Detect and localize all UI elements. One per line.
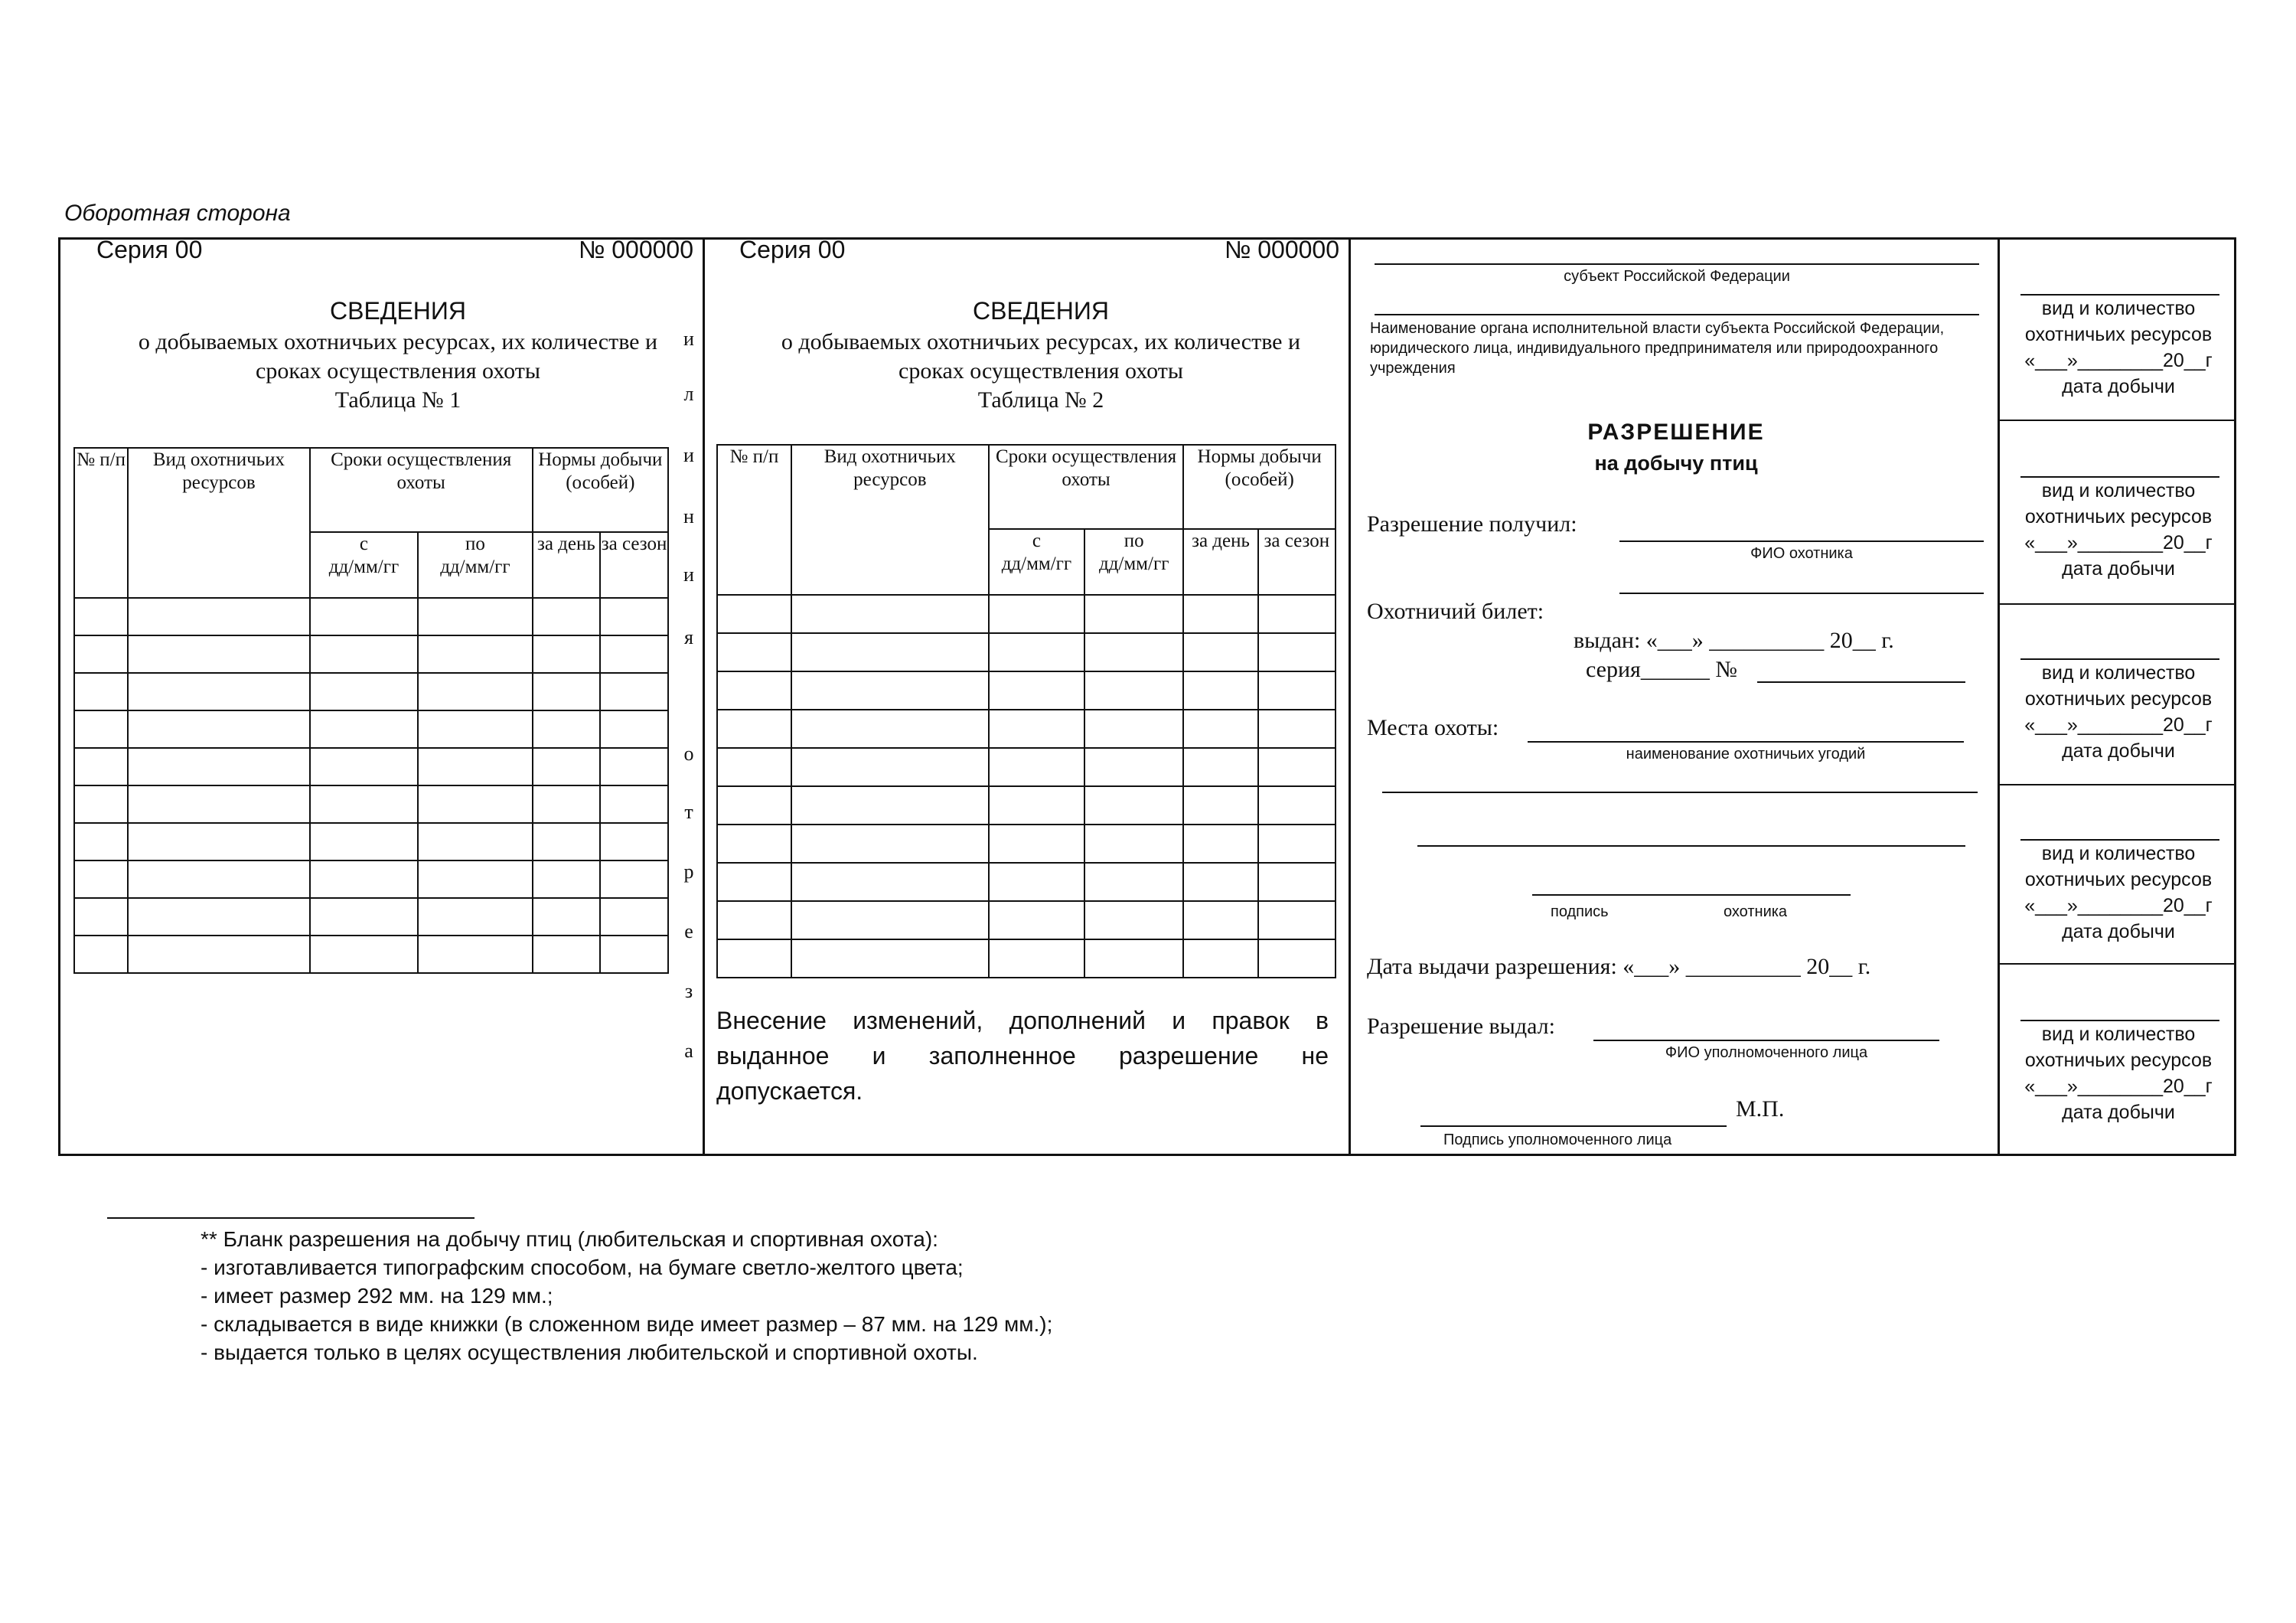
- panel2-note: Внесение изменений, дополнений и правок в выданное и заполненное разрешение не допускается.: [716, 1007, 1329, 1105]
- col-from-header: с дд/мм/гг: [310, 532, 419, 598]
- col-norms-header: Нормы добычи (особей): [533, 448, 668, 532]
- footnote-rule: [107, 1217, 475, 1219]
- col-num-header: № п/п: [717, 445, 791, 595]
- col-from-header: с дд/мм/гг: [989, 529, 1084, 595]
- panel-divider-3: [1998, 237, 2000, 1156]
- stamp-label: М.П.: [1736, 1096, 1785, 1122]
- cut-letter: и: [683, 328, 694, 350]
- org-line[interactable]: [1375, 314, 1979, 315]
- table-row[interactable]: [717, 825, 1336, 863]
- col-norms-header: Нормы добычи (особей): [1183, 445, 1336, 529]
- cut-letter: и: [683, 563, 694, 586]
- table-row[interactable]: [74, 860, 668, 898]
- col-day-header: за день: [1183, 529, 1257, 595]
- col-num-header: № п/п: [74, 448, 128, 598]
- issue-date-field[interactable]: Дата выдачи разрешения: «___» __________ 20__ г.: [1367, 954, 1871, 979]
- footnote-4: - складывается в виде книжки (в сложенном виде имеет размер – 87 мм. на 129 мм.);: [201, 1312, 1053, 1336]
- ticket-series-label: серия______ №: [1586, 657, 1737, 682]
- stub-5: вид и количество охотничьих ресурсов «___»________20__г дата добычи: [2024, 1024, 2213, 1123]
- official-signature-field[interactable]: [1420, 1125, 1727, 1127]
- permit-title: РАЗРЕШЕНИЕ: [1587, 420, 1765, 445]
- cut-letter: и: [683, 444, 694, 466]
- cut-letter: е: [684, 920, 693, 942]
- col-species-header: Вид охотничьих ресурсов: [791, 445, 989, 595]
- table-row[interactable]: [717, 633, 1336, 671]
- stub-divider: [1998, 603, 2236, 605]
- table-row[interactable]: [717, 595, 1336, 633]
- panel1-title: СВЕДЕНИЯ: [329, 297, 467, 325]
- col-period-header: Сроки осуществления охоты: [310, 448, 533, 532]
- cut-letter: л: [683, 383, 694, 405]
- subject-caption: субъект Российской Федерации: [1564, 268, 1790, 285]
- permit-subtitle: на добычу птиц: [1594, 452, 1758, 475]
- col-season-header: за сезон: [1258, 529, 1336, 595]
- stub-4: вид и количество охотничьих ресурсов «___»________20__г дата добычи: [2024, 843, 2213, 942]
- panel2-subtitle-2: сроках осуществления охоты: [899, 358, 1183, 384]
- table-row[interactable]: [717, 901, 1336, 939]
- hunter-name-field[interactable]: [1619, 540, 1984, 542]
- panel2-number: № 000000: [1225, 236, 1339, 263]
- cut-letter: з: [684, 980, 693, 1002]
- places-field-2[interactable]: [1382, 792, 1978, 793]
- table-row[interactable]: [74, 598, 668, 635]
- panel2-table-caption: Таблица № 2: [977, 387, 1104, 413]
- stub-divider: [1998, 963, 2236, 965]
- footnote-2: - изготавливается типографским способом, на бумаге светло-желтого цвета;: [201, 1256, 964, 1279]
- ticket-number-field[interactable]: [1757, 681, 1965, 683]
- stub-3: вид и количество охотничьих ресурсов «___»________20__г дата добычи: [2024, 662, 2213, 762]
- panel2-title: СВЕДЕНИЯ: [972, 297, 1110, 325]
- grounds-caption: наименование охотничьих угодий: [1626, 746, 1866, 763]
- org-caption: Наименование органа исполнительной власти субъекта Российской Федерации, юридического лица, индивидуального предпринимателя или природоохранного учреждения: [1370, 320, 1945, 377]
- footnote-1: ** Бланк разрешения на добычу птиц (любительская и спортивная охота):: [201, 1227, 938, 1251]
- ticket-label: Охотничий билет:: [1367, 599, 1544, 624]
- stub-divider: [1998, 420, 2236, 421]
- stub-1: вид и количество охотничьих ресурсов «___»________20__г дата добычи: [2024, 298, 2213, 397]
- cut-letter: о: [683, 743, 694, 765]
- official-name-field[interactable]: [1593, 1040, 1939, 1041]
- table-row[interactable]: [74, 785, 668, 823]
- panel1-series: Серия 00: [96, 236, 203, 263]
- col-to-header: по дд/мм/гг: [1084, 529, 1183, 595]
- page-heading: Оборотная сторона: [64, 201, 291, 226]
- places-field[interactable]: [1528, 741, 1964, 743]
- table-row[interactable]: [717, 671, 1336, 710]
- panel2-series: Серия 00: [739, 236, 846, 263]
- table-row[interactable]: [717, 863, 1336, 901]
- cut-letter: н: [683, 505, 694, 527]
- stub-divider: [1998, 784, 2236, 785]
- col-species-header: Вид охотничьих ресурсов: [128, 448, 309, 598]
- places-field-3[interactable]: [1417, 845, 1965, 847]
- table-row[interactable]: [74, 823, 668, 860]
- table-row[interactable]: [74, 748, 668, 785]
- panel1-table: [73, 447, 669, 974]
- received-label: Разрешение получил:: [1367, 511, 1577, 537]
- col-day-header: за день: [533, 532, 600, 598]
- issued-by-label: Разрешение выдал:: [1367, 1014, 1555, 1039]
- table-row[interactable]: [74, 673, 668, 710]
- table-row[interactable]: [74, 635, 668, 673]
- col-period-header: Сроки осуществления охоты: [989, 445, 1184, 529]
- subject-line[interactable]: [1375, 263, 1979, 265]
- hunter-caption: охотника: [1724, 903, 1788, 920]
- table-row[interactable]: [717, 786, 1336, 825]
- official-sign-caption: Подпись уполномоченного лица: [1443, 1132, 1672, 1148]
- stub-2: вид и количество охотничьих ресурсов «___»________20__г дата добычи: [2024, 480, 2213, 580]
- panel1-number: № 000000: [579, 236, 693, 263]
- table-row[interactable]: [717, 939, 1336, 978]
- ticket-issued-field[interactable]: выдан: «___» __________ 20__ г.: [1574, 628, 1894, 653]
- table-row[interactable]: [74, 936, 668, 973]
- fio-official-caption: ФИО уполномоченного лица: [1665, 1044, 1868, 1061]
- hunter-signature-field[interactable]: [1532, 894, 1851, 896]
- panel1-subtitle-2: сроках осуществления охоты: [256, 358, 540, 384]
- panel2-table: [716, 444, 1336, 978]
- cut-letter: т: [684, 801, 693, 823]
- fio-hunter-caption: ФИО охотника: [1750, 545, 1853, 562]
- hunter-name-field-2[interactable]: [1619, 593, 1984, 594]
- table-row[interactable]: [74, 710, 668, 748]
- panel1-table-caption: Таблица № 1: [334, 387, 461, 413]
- col-season-header: за сезон: [600, 532, 668, 598]
- footnote-5: - выдается только в целях осуществления любительской и спортивной охоты.: [201, 1341, 978, 1364]
- table-row[interactable]: [717, 748, 1336, 786]
- sign-caption: подпись: [1551, 903, 1609, 920]
- footnote-3: - имеет размер 292 мм. на 129 мм.;: [201, 1284, 553, 1308]
- panel2-subtitle-1: о добываемых охотничьих ресурсах, их количестве и: [781, 329, 1301, 354]
- places-label: Места охоты:: [1367, 715, 1499, 740]
- cut-letter: я: [684, 626, 693, 648]
- col-to-header: по дд/мм/гг: [418, 532, 532, 598]
- panel1-subtitle-1: о добываемых охотничьих ресурсах, их количестве и: [138, 329, 658, 354]
- table-row[interactable]: [74, 898, 668, 936]
- cut-letter: а: [684, 1040, 693, 1062]
- table-row[interactable]: [717, 710, 1336, 748]
- cut-letter: р: [683, 860, 694, 883]
